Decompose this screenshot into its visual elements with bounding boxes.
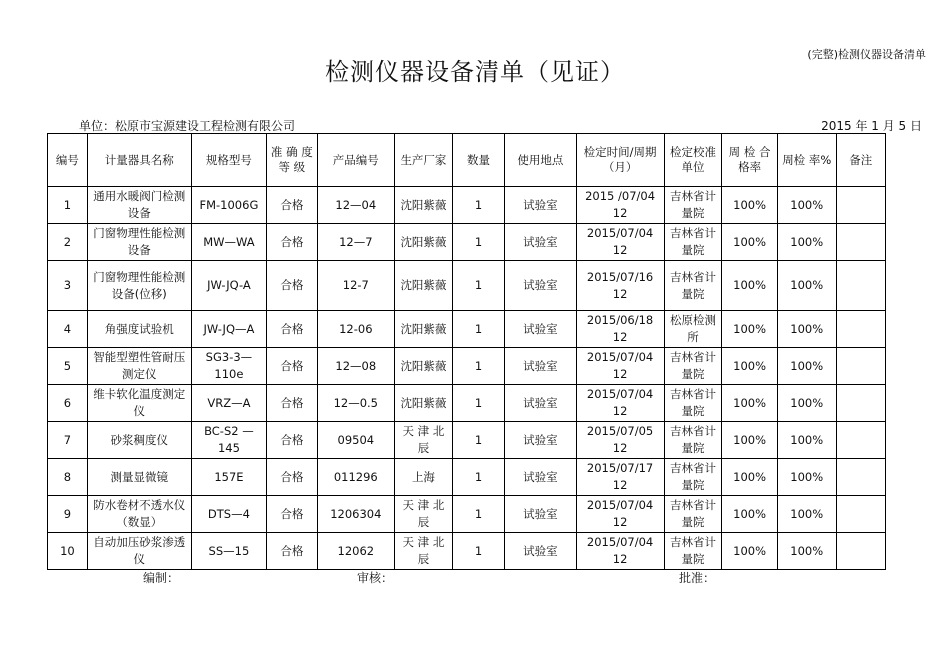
cell-name: 自动加压砂浆渗透仪 <box>87 533 191 570</box>
cell-no: 8 <box>48 459 88 496</box>
cell-pass: 100% <box>722 261 778 311</box>
cell-grade: 合格 <box>267 311 317 348</box>
col-header: 使用地点 <box>505 134 576 187</box>
cell-org: 松原检测所 <box>664 311 722 348</box>
cell-grade: 合格 <box>267 496 317 533</box>
cell-maker: 沈阳紫薇 <box>395 224 453 261</box>
cell-model: 157E <box>191 459 267 496</box>
cell-name: 砂浆稠度仪 <box>87 422 191 459</box>
cell-grade: 合格 <box>267 459 317 496</box>
cell-rate: 100% <box>777 311 836 348</box>
cell-maker: 沈阳紫薇 <box>395 261 453 311</box>
cell-serial: 12-06 <box>317 311 395 348</box>
cell-no: 2 <box>48 224 88 261</box>
cell-place: 试验室 <box>505 224 576 261</box>
cell-note <box>836 348 885 385</box>
cell-rate: 100% <box>777 533 836 570</box>
cell-check: 2015 /07/04 12 <box>576 187 664 224</box>
cell-note <box>836 187 885 224</box>
cell-org: 吉林省计量院 <box>664 496 722 533</box>
col-header: 备注 <box>836 134 885 187</box>
cell-grade: 合格 <box>267 348 317 385</box>
cell-serial: 12—08 <box>317 348 395 385</box>
cell-rate: 100% <box>777 261 836 311</box>
cell-name: 角强度试验机 <box>87 311 191 348</box>
table-row <box>48 224 886 261</box>
col-header: 周检 率% <box>777 134 836 187</box>
cell-qty: 1 <box>452 224 504 261</box>
cell-pass: 100% <box>722 459 778 496</box>
cell-pass: 100% <box>722 311 778 348</box>
cell-rate: 100% <box>777 187 836 224</box>
cell-pass: 100% <box>722 533 778 570</box>
table-row <box>48 385 886 422</box>
cell-grade: 合格 <box>267 385 317 422</box>
cell-place: 试验室 <box>505 533 576 570</box>
table-row <box>48 261 886 311</box>
cell-qty: 1 <box>452 385 504 422</box>
cell-no: 1 <box>48 187 88 224</box>
cell-maker: 天 津 北 辰 <box>395 533 453 570</box>
cell-model: DTS—4 <box>191 496 267 533</box>
cell-place: 试验室 <box>505 422 576 459</box>
cell-pass: 100% <box>722 496 778 533</box>
cell-model: BC-S2 — 145 <box>191 422 267 459</box>
col-header: 计量器具名称 <box>87 134 191 187</box>
cell-check: 2015/07/05 12 <box>576 422 664 459</box>
cell-org: 吉林省计量院 <box>664 533 722 570</box>
table-header-row <box>48 134 886 187</box>
cell-rate: 100% <box>777 385 836 422</box>
cell-check: 2015/07/04 12 <box>576 348 664 385</box>
cell-pass: 100% <box>722 422 778 459</box>
cell-qty: 1 <box>452 187 504 224</box>
cell-model: FM-1006G <box>191 187 267 224</box>
col-header: 编号 <box>48 134 88 187</box>
cell-maker: 沈阳紫薇 <box>395 311 453 348</box>
cell-rate: 100% <box>777 348 836 385</box>
cell-qty: 1 <box>452 496 504 533</box>
cell-note <box>836 224 885 261</box>
cell-place: 试验室 <box>505 385 576 422</box>
cell-serial: 1206304 <box>317 496 395 533</box>
cell-name: 防水卷材不透水仪（数显） <box>87 496 191 533</box>
cell-maker: 天 津 北 辰 <box>395 496 453 533</box>
cell-note <box>836 311 885 348</box>
cell-maker: 天 津 北 辰 <box>395 422 453 459</box>
col-header: 规格型号 <box>191 134 267 187</box>
cell-qty: 1 <box>452 348 504 385</box>
table-row <box>48 311 886 348</box>
cell-maker: 沈阳紫薇 <box>395 348 453 385</box>
col-header: 检定校准单位 <box>664 134 722 187</box>
cell-no: 9 <box>48 496 88 533</box>
cell-note <box>836 422 885 459</box>
cell-org: 吉林省计量院 <box>664 422 722 459</box>
cell-name: 测量显微镜 <box>87 459 191 496</box>
cell-note <box>836 261 885 311</box>
cell-pass: 100% <box>722 187 778 224</box>
cell-model: JW-JQ—A <box>191 311 267 348</box>
cell-note <box>836 385 885 422</box>
col-header: 生产厂家 <box>395 134 453 187</box>
cell-no: 7 <box>48 422 88 459</box>
date-label: 2015 年 1 月 5 日 <box>821 119 922 133</box>
cell-check: 2015/07/17 12 <box>576 459 664 496</box>
cell-qty: 1 <box>452 459 504 496</box>
unit-label: 单位：松原市宝源建设工程检测有限公司 <box>79 119 296 133</box>
cell-model: SS—15 <box>191 533 267 570</box>
cell-serial: 09504 <box>317 422 395 459</box>
cell-name: 门窗物理性能检测设备 <box>87 224 191 261</box>
cell-rate: 100% <box>777 224 836 261</box>
cell-name: 通用水暖阀门检测设备 <box>87 187 191 224</box>
cell-serial: 12062 <box>317 533 395 570</box>
cell-pass: 100% <box>722 224 778 261</box>
cell-note <box>836 496 885 533</box>
cell-rate: 100% <box>777 496 836 533</box>
cell-model: VRZ—A <box>191 385 267 422</box>
table-row <box>48 348 886 385</box>
table-row <box>48 187 886 224</box>
cell-note <box>836 459 885 496</box>
cell-place: 试验室 <box>505 496 576 533</box>
page-title: 检测仪器设备清单（见证） <box>325 58 625 86</box>
cell-model: MW—WA <box>191 224 267 261</box>
cell-qty: 1 <box>452 422 504 459</box>
cell-pass: 100% <box>722 385 778 422</box>
cell-place: 试验室 <box>505 311 576 348</box>
cell-qty: 1 <box>452 311 504 348</box>
reviewer-label: 审核： <box>357 571 394 585</box>
col-header: 准 确 度 等 级 <box>267 134 317 187</box>
cell-name: 维卡软化温度测定仪 <box>87 385 191 422</box>
cell-place: 试验室 <box>505 261 576 311</box>
table-row <box>48 533 886 570</box>
cell-grade: 合格 <box>267 533 317 570</box>
table-row <box>48 459 886 496</box>
col-header: 产品编号 <box>317 134 395 187</box>
cell-grade: 合格 <box>267 187 317 224</box>
cell-name: 智能型塑性管耐压测定仪 <box>87 348 191 385</box>
cell-org: 吉林省计量院 <box>664 224 722 261</box>
cell-serial: 011296 <box>317 459 395 496</box>
col-header: 检定时间/周期（月） <box>576 134 664 187</box>
cell-rate: 100% <box>777 459 836 496</box>
cell-place: 试验室 <box>505 187 576 224</box>
cell-place: 试验室 <box>505 459 576 496</box>
cell-serial: 12—04 <box>317 187 395 224</box>
cell-org: 吉林省计量院 <box>664 459 722 496</box>
cell-check: 2015/07/04 12 <box>576 385 664 422</box>
cell-no: 5 <box>48 348 88 385</box>
cell-org: 吉林省计量院 <box>664 187 722 224</box>
cell-pass: 100% <box>722 348 778 385</box>
cell-no: 6 <box>48 385 88 422</box>
cell-serial: 12-7 <box>317 261 395 311</box>
cell-qty: 1 <box>452 533 504 570</box>
cell-maker: 沈阳紫薇 <box>395 187 453 224</box>
cell-no: 10 <box>48 533 88 570</box>
cell-grade: 合格 <box>267 422 317 459</box>
cell-check: 2015/07/04 12 <box>576 533 664 570</box>
cell-org: 吉林省计量院 <box>664 261 722 311</box>
cell-check: 2015/06/18 12 <box>576 311 664 348</box>
cell-grade: 合格 <box>267 261 317 311</box>
cell-check: 2015/07/04 12 <box>576 496 664 533</box>
cell-place: 试验室 <box>505 348 576 385</box>
header-note: (完整)检测仪器设备清单 <box>807 48 926 61</box>
equipment-table <box>47 133 886 570</box>
cell-model: SG3-3—110e <box>191 348 267 385</box>
cell-org: 吉林省计量院 <box>664 348 722 385</box>
cell-model: JW-JQ-A <box>191 261 267 311</box>
cell-serial: 12—7 <box>317 224 395 261</box>
table-row <box>48 496 886 533</box>
compiler-label: 编制： <box>143 571 180 585</box>
cell-note <box>836 533 885 570</box>
cell-org: 吉林省计量院 <box>664 385 722 422</box>
approver-label: 批准： <box>679 571 716 585</box>
cell-qty: 1 <box>452 261 504 311</box>
cell-name: 门窗物理性能检测设备(位移) <box>87 261 191 311</box>
table-row <box>48 422 886 459</box>
cell-grade: 合格 <box>267 224 317 261</box>
cell-check: 2015/07/16 12 <box>576 261 664 311</box>
cell-maker: 上海 <box>395 459 453 496</box>
cell-check: 2015/07/04 12 <box>576 224 664 261</box>
col-header: 数量 <box>452 134 504 187</box>
cell-serial: 12—0.5 <box>317 385 395 422</box>
col-header: 周 检 合格率 <box>722 134 778 187</box>
cell-rate: 100% <box>777 422 836 459</box>
cell-no: 4 <box>48 311 88 348</box>
cell-maker: 沈阳紫薇 <box>395 385 453 422</box>
cell-no: 3 <box>48 261 88 311</box>
table-body <box>48 187 886 570</box>
